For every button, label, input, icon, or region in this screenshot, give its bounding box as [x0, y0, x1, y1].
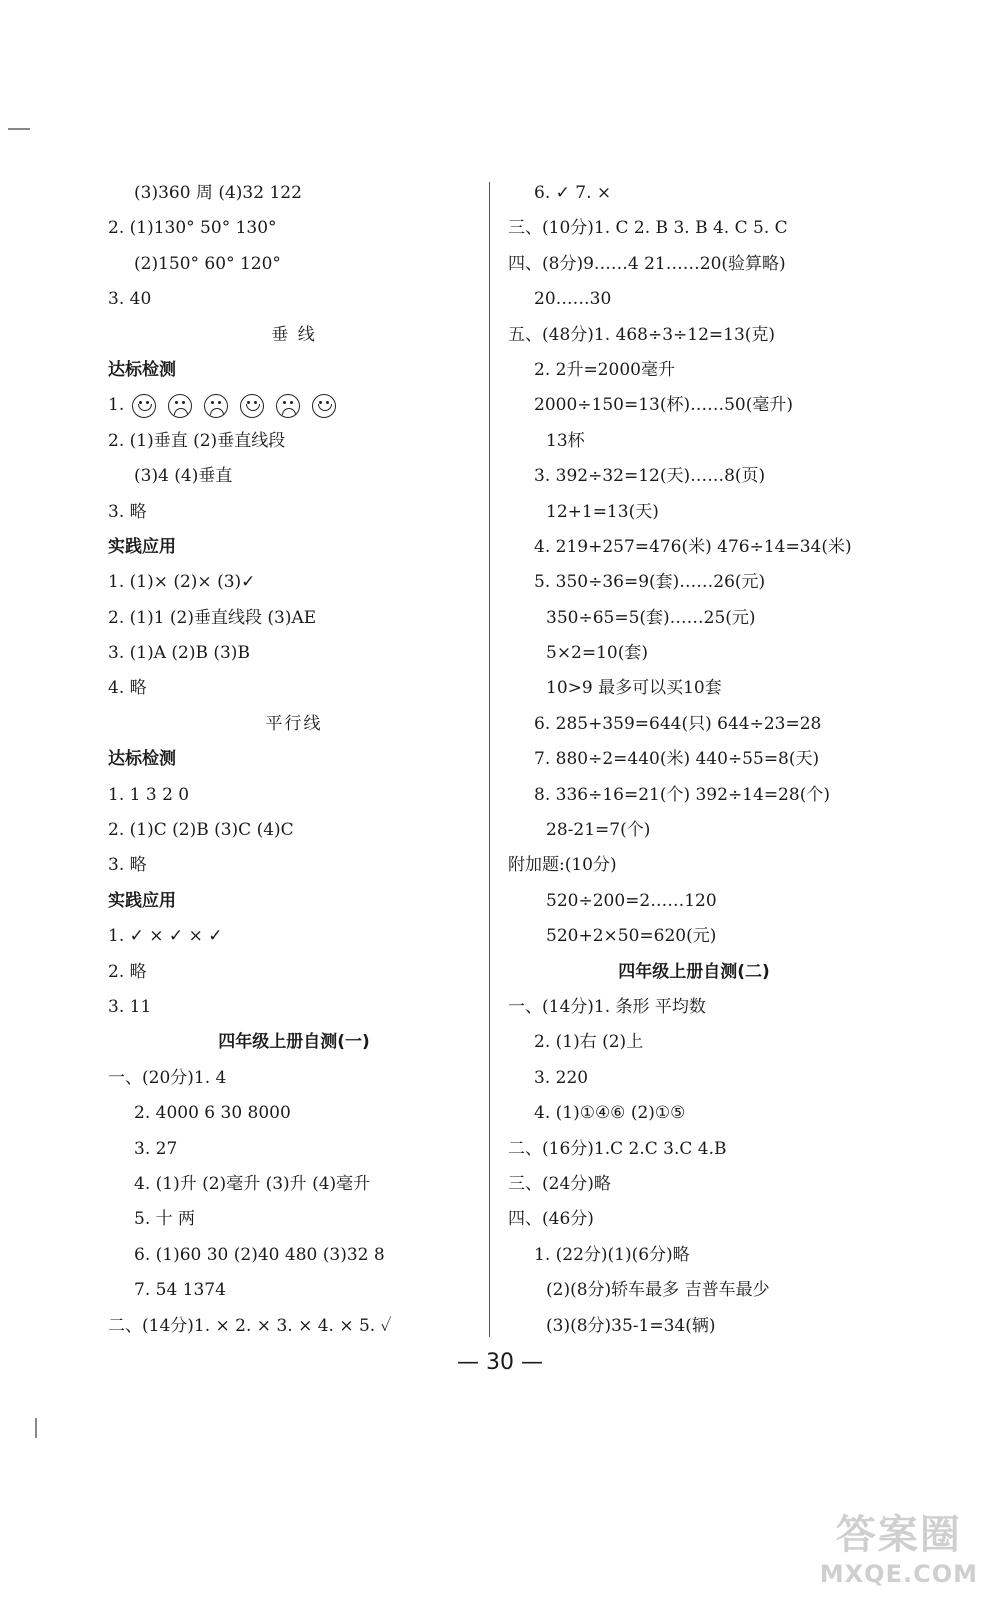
- line-text: 四年级上册自测(二): [618, 961, 770, 982]
- answer-line: [108, 1309, 480, 1344]
- face-choices: [132, 394, 336, 418]
- line-text: 3. 40: [108, 289, 152, 310]
- answer-line: [508, 884, 880, 919]
- answer-line: [508, 353, 880, 388]
- answer-line: [508, 1132, 880, 1167]
- line-text: 6. ✓ 7. ×: [534, 183, 612, 203]
- answer-line: [108, 919, 480, 954]
- line-text: 附加题:(10分): [508, 855, 617, 876]
- answer-line: [508, 211, 880, 246]
- line-text: 实践应用: [108, 536, 176, 557]
- section-heading: [108, 530, 480, 565]
- answer-line: [108, 1096, 480, 1131]
- answer-line: [108, 1273, 480, 1308]
- line-text: 7. 880÷2=440(米) 440÷55=8(天): [534, 749, 820, 770]
- answer-line: [508, 919, 880, 954]
- answer-line: [108, 813, 480, 848]
- line-text: 4. (1)①④⑥ (2)①⑤: [534, 1103, 686, 1124]
- answer-line: [108, 424, 480, 459]
- column-divider: [489, 182, 490, 1337]
- line-text: (2)150° 60° 120°: [134, 253, 281, 274]
- topic-title: [108, 318, 480, 353]
- line-text: 四、(46分): [508, 1209, 594, 1230]
- line-text: 2. (1)1 (2)垂直线段 (3)AE: [108, 607, 317, 628]
- answer-line: [508, 459, 880, 494]
- line-text: 一、(20分)1. 4: [108, 1067, 227, 1088]
- answer-line: [108, 211, 480, 246]
- line-text: 一、(14分)1. 条形 平均数: [508, 996, 706, 1017]
- answer-line: [108, 388, 480, 423]
- answer-line: [108, 778, 480, 813]
- frowning-face-icon: [276, 394, 300, 418]
- line-text: 3. 11: [108, 996, 152, 1017]
- line-text: (3)(8分)35-1=34(辆): [546, 1315, 716, 1336]
- line-text: 1. (22分)(1)(6分)略: [534, 1244, 690, 1265]
- answer-line: [108, 1238, 480, 1273]
- answer-line: [508, 424, 880, 459]
- answer-line: [508, 247, 880, 282]
- line-text: 28-21=7(个): [546, 820, 651, 841]
- line-text: 五、(48分)1. 468÷3÷12=13(克): [508, 324, 776, 345]
- answer-line: [508, 1273, 880, 1308]
- line-text: 5. 350÷36=9(套)……26(元): [534, 572, 766, 593]
- answer-line: [508, 1238, 880, 1273]
- line-text: 20……30: [534, 289, 612, 310]
- answer-line: [108, 247, 480, 282]
- line-text: 6. (1)60 30 (2)40 480 (3)32 8: [134, 1244, 385, 1265]
- line-text: 二、(16分)1.C 2.C 3.C 4.B: [508, 1138, 727, 1159]
- line-text: 达标检测: [108, 749, 176, 770]
- answer-line: [508, 530, 880, 565]
- answer-line: [508, 671, 880, 706]
- answer-line: [108, 565, 480, 600]
- line-text: 5. 十 两: [134, 1209, 196, 1230]
- answer-line: [108, 1202, 480, 1237]
- line-text: (3)4 (4)垂直: [134, 466, 233, 487]
- line-text: 1.: [108, 395, 125, 416]
- line-text: 3. 220: [534, 1067, 589, 1088]
- line-text: 8. 336÷16=21(个) 392÷14=28(个): [534, 784, 830, 805]
- answer-line: [108, 176, 480, 211]
- answer-line: [508, 848, 880, 883]
- answer-line: [508, 1096, 880, 1131]
- answer-line: [508, 1061, 880, 1096]
- answer-line: [508, 1202, 880, 1237]
- frowning-face-icon: [168, 394, 192, 418]
- line-text: 3. 392÷32=12(天)……8(页): [534, 466, 766, 487]
- line-text: 4. 219+257=476(米) 476÷14=34(米): [534, 536, 852, 557]
- line-text: 三、(24分)略: [508, 1173, 611, 1194]
- answer-line: [508, 742, 880, 777]
- answer-line: [108, 282, 480, 317]
- line-text: 三、(10分)1. C 2. B 3. B 4. C 5. C: [508, 218, 788, 239]
- answer-line: [108, 495, 480, 530]
- line-text: 13杯: [546, 430, 585, 451]
- line-text: 7. 54 1374: [134, 1280, 226, 1301]
- line-text: 2. (1)垂直 (2)垂直线段: [108, 430, 286, 451]
- answer-line: [108, 955, 480, 990]
- answer-line: [508, 495, 880, 530]
- scan-mark-bottom: [35, 1418, 37, 1438]
- answer-line: [108, 990, 480, 1025]
- answer-line: [108, 1061, 480, 1096]
- answer-line: [508, 176, 880, 211]
- answer-line: [508, 707, 880, 742]
- line-text: 4. 略: [108, 678, 147, 699]
- line-text: 四年级上册自测(一): [218, 1032, 370, 1053]
- test-title: [108, 1025, 480, 1060]
- answer-line: [108, 1132, 480, 1167]
- line-text: 2. 略: [108, 961, 147, 982]
- answer-line: [508, 778, 880, 813]
- line-text: 350÷65=5(套)……25(元): [546, 607, 756, 628]
- answer-line: [108, 1167, 480, 1202]
- answer-line: [108, 601, 480, 636]
- answer-line: [508, 1167, 880, 1202]
- answer-line: [508, 1025, 880, 1060]
- answer-line: [508, 388, 880, 423]
- answer-line: [508, 318, 880, 353]
- answer-line: [508, 813, 880, 848]
- line-text: 3. 略: [108, 855, 147, 876]
- line-text: 2000÷150=13(杯)……50(毫升): [534, 395, 793, 416]
- smiley-face-icon: [132, 394, 156, 418]
- smiley-face-icon: [240, 394, 264, 418]
- test-title: [508, 955, 880, 990]
- line-text: 1. 1 3 2 0: [108, 784, 190, 805]
- line-text: 实践应用: [108, 890, 176, 911]
- line-text: 3. 略: [108, 501, 147, 522]
- line-text: 6. 285+359=644(只) 644÷23=28: [534, 713, 822, 734]
- line-text: 3. 27: [134, 1138, 178, 1159]
- section-heading: [108, 742, 480, 777]
- line-text: 四、(8分)9……4 21……20(验算略): [508, 253, 786, 274]
- line-text: 1. ✓ × ✓ × ✓: [108, 926, 223, 947]
- topic-title: [108, 707, 480, 742]
- line-text: 3. (1)A (2)B (3)B: [108, 643, 250, 664]
- line-text: 5×2=10(套): [546, 643, 649, 664]
- answer-line: [508, 282, 880, 317]
- answer-line: [108, 848, 480, 883]
- line-text: 平行线: [265, 713, 323, 734]
- answer-line: [108, 459, 480, 494]
- line-text: 4. (1)升 (2)毫升 (3)升 (4)毫升: [134, 1173, 371, 1194]
- right-column: [508, 176, 880, 1344]
- line-text: 10>9 最多可以买10套: [546, 678, 722, 699]
- watermark-url: MXQE.COM: [819, 1560, 978, 1588]
- section-heading: [108, 353, 480, 388]
- line-text: 2. (1)C (2)B (3)C (4)C: [108, 820, 294, 841]
- answer-line: [108, 671, 480, 706]
- answer-line: [508, 636, 880, 671]
- answer-line: [508, 990, 880, 1025]
- line-text: 垂 线: [271, 324, 317, 345]
- line-text: 二、(14分)1. × 2. × 3. × 4. × 5. ✓: [108, 1315, 392, 1336]
- smiley-face-icon: [312, 394, 336, 418]
- frowning-face-icon: [204, 394, 228, 418]
- line-text: 达标检测: [108, 359, 176, 380]
- scan-mark-top: [8, 128, 30, 130]
- left-column: [108, 176, 480, 1344]
- line-text: 2. (1)130° 50° 130°: [108, 218, 277, 239]
- line-text: (2)(8分)轿车最多 吉普车最少: [546, 1280, 770, 1301]
- line-text: 12+1=13(天): [546, 501, 659, 522]
- watermark-title: 答案圈: [835, 1512, 962, 1558]
- line-text: 2. (1)右 (2)上: [534, 1032, 644, 1053]
- answer-line: [508, 601, 880, 636]
- watermark-logo: [820, 1503, 978, 1588]
- answer-line: [508, 1309, 880, 1344]
- section-heading: [108, 884, 480, 919]
- line-text: 2. 4000 6 30 8000: [134, 1103, 291, 1124]
- answer-line: [508, 565, 880, 600]
- line-text: 520+2×50=620(元): [546, 926, 717, 947]
- line-text: 1. (1)× (2)× (3)✓: [108, 572, 256, 593]
- answer-line: [108, 636, 480, 671]
- line-text: (3)360 周 (4)32 122: [134, 183, 302, 203]
- line-text: 2. 2升=2000毫升: [534, 359, 675, 380]
- line-text: 520÷200=2……120: [546, 890, 717, 911]
- page-number: — 30 —: [457, 1350, 543, 1375]
